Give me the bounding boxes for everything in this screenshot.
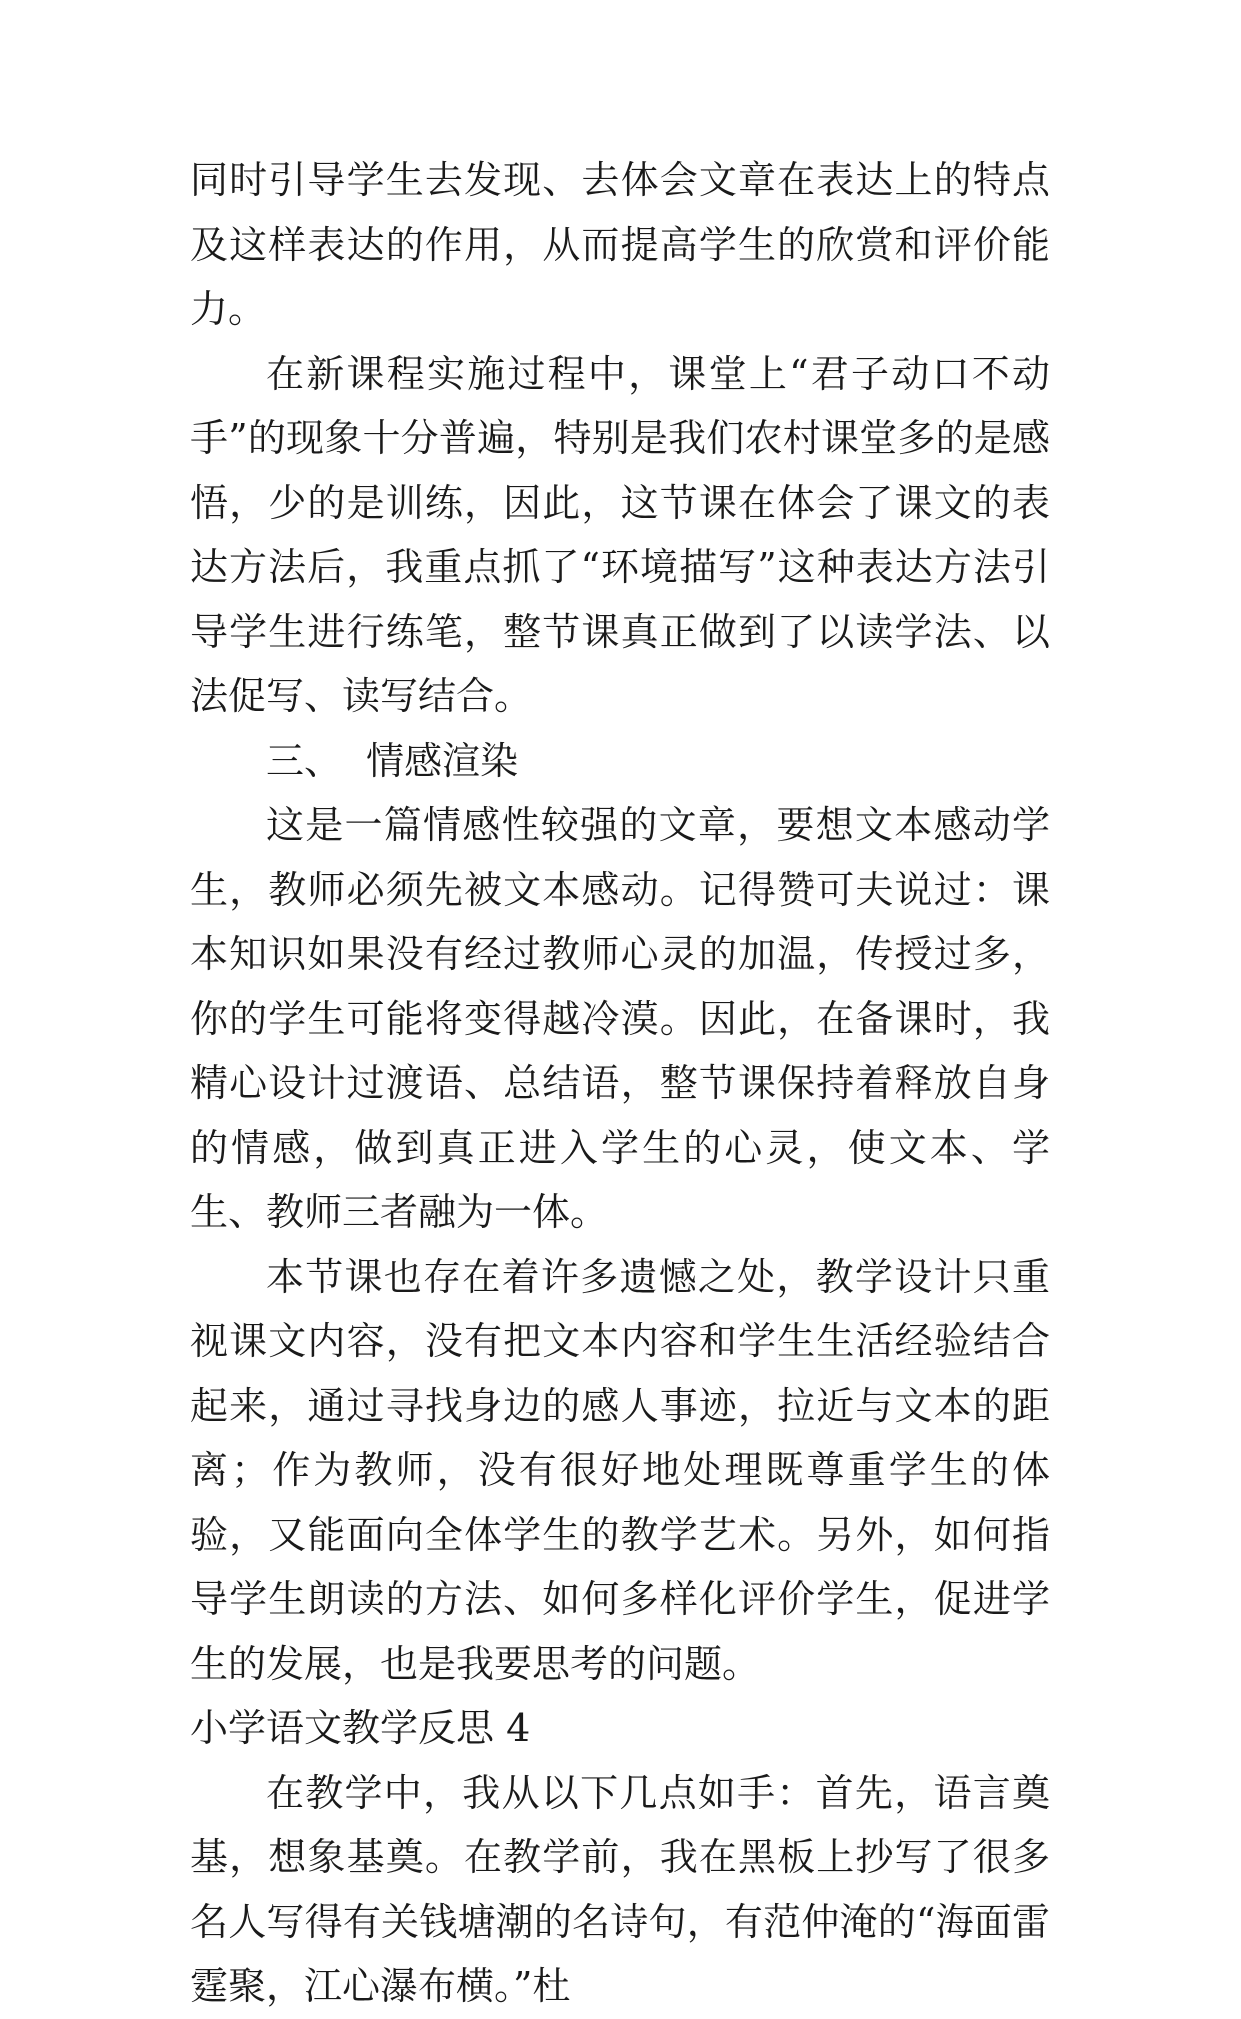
paragraph: 这是一篇情感性较强的文章，要想文本感动学生，教师必须先被文本感动。记得赞可夫说过：课本知识如果没有经过教师心灵的加温，传授过多，你的学生可能将变得越冷漠。因此，在备课时，我精心设计过渡语、总结语，整节课保持着释放自身的情感，做到真正进入学生的心灵，使文本、学生、教师三者融为一体。 <box>190 803 1050 1234</box>
paragraph: 在新课程实施过程中，课堂上“君子动口不动手”的现象十分普遍，特别是我们农村课堂多的是感悟，少的是训练，因此，这节课在体会了课文的表达方法后，我重点抓了“环境描写”这种表达方法引导学生进行练笔，整节课真正做到了以读学法、以法促写、读写结合。 <box>190 351 1050 718</box>
paragraph: 本节课也存在着许多遗憾之处，教学设计只重视课文内容，没有把文本内容和学生生活经验结合起来，通过寻找身边的感人事迹，拉近与文本的距离；作为教师，没有很好地处理既尊重学生的体验，又能面向全体学生的教学艺术。另外，如何指导学生朗读的方法、如何多样化评价学生，促进学生的发展，也是我要思考的问题。 <box>190 1254 1050 1686</box>
paragraph: 在教学中，我从以下几点如手：首先，语言奠基，想象基奠。在教学前，我在黑板上抄写了很多名人写得有关钱塘潮的名诗句，有范仲淹的“海面雷霆聚，江心瀑布横。”杜 <box>190 1770 1050 2008</box>
paragraph-continued: 同时引导学生去发现、去体会文章在表达上的特点及这样表达的作用，从而提高学生的欣赏和评价能力。 <box>190 158 1050 331</box>
section-heading: 小学语文教学反思 4 <box>190 1706 531 1750</box>
section-subheading: 三、 情感渲染 <box>266 738 519 783</box>
document-body <box>190 148 1050 2019</box>
